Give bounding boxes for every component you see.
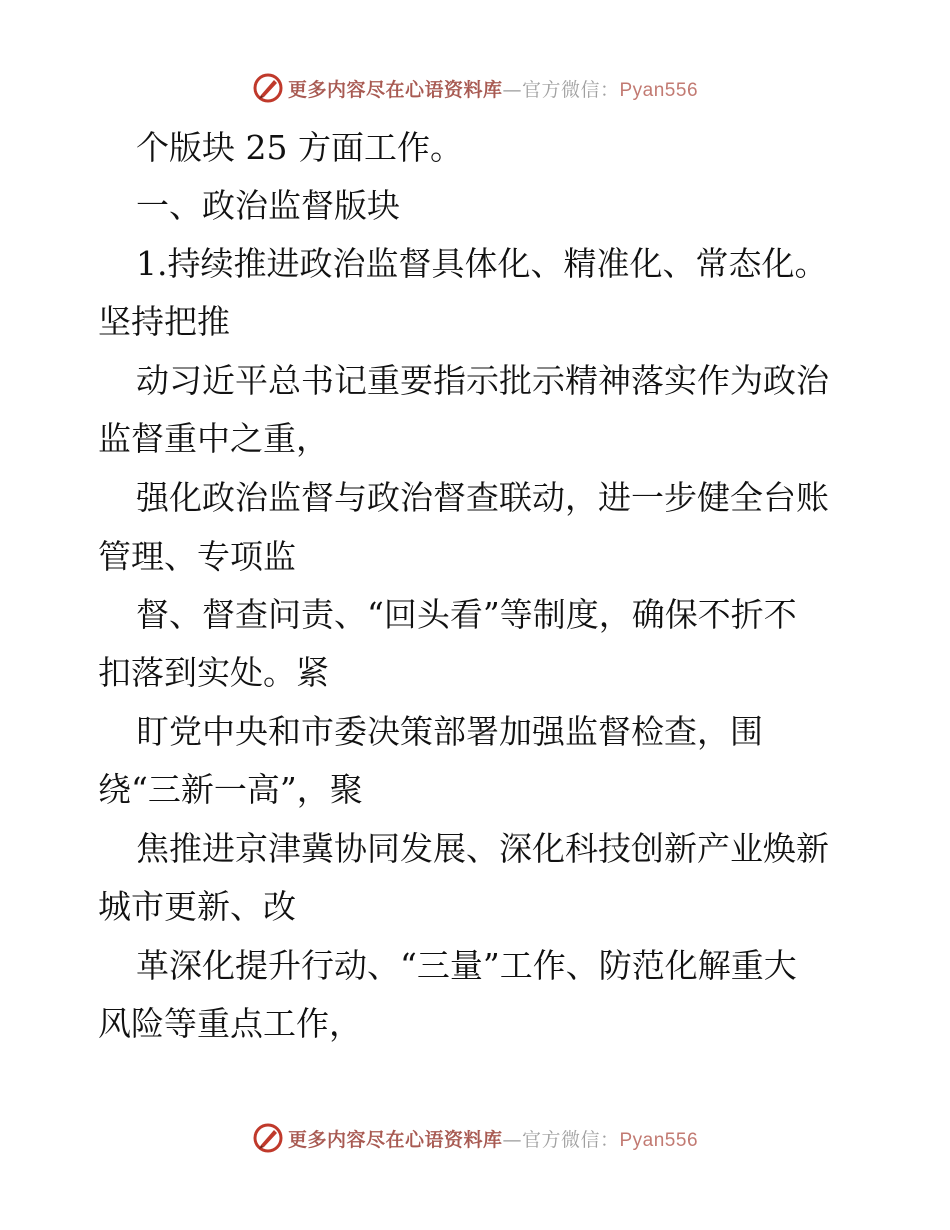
header-banner-wechat-label: 官方微信： bbox=[521, 78, 620, 101]
text-line: 革深化提升行动、“三量”工作、防范化解重大 bbox=[136, 946, 797, 985]
text-line: 坚持把推 bbox=[98, 302, 230, 341]
header-banner-wechat-id: Pyan556 bbox=[619, 79, 699, 101]
text-line: 监督重中之重， bbox=[98, 419, 329, 458]
header-banner-text bbox=[288, 75, 698, 102]
footer-banner bbox=[0, 1118, 950, 1158]
text-line: 管理、专项监 bbox=[98, 537, 296, 576]
text-line: 扣落到实处。紧 bbox=[98, 653, 329, 692]
text-line: 动习近平总书记重要指示批示精神落实作为政治 bbox=[136, 361, 829, 400]
text-line: 督、督查问责、“回头看”等制度，确保不折不 bbox=[136, 595, 797, 634]
section-heading: 一、政治监督版块 bbox=[136, 186, 400, 225]
footer-banner-wechat-label: 官方微信： bbox=[521, 1128, 620, 1151]
text-line: 个版块 25 方面工作。 bbox=[136, 128, 463, 167]
text-line: 焦推进京津冀协同发展、深化科技创新产业焕新 bbox=[136, 829, 829, 868]
footer-banner-wechat-id: Pyan556 bbox=[619, 1129, 699, 1151]
header-banner bbox=[0, 68, 950, 108]
text-line: 1.持续推进政治监督具体化、精准化、常态化。 bbox=[136, 244, 828, 283]
footer-banner-title: 更多内容尽在心语资料库 bbox=[287, 1128, 503, 1151]
footer-banner-text bbox=[288, 1125, 698, 1152]
text-line: 强化政治监督与政治督查联动，进一步健全台账 bbox=[136, 478, 829, 517]
header-banner-title: 更多内容尽在心语资料库 bbox=[287, 78, 503, 101]
logo-pen-icon bbox=[252, 72, 284, 104]
text-line: 风险等重点工作， bbox=[98, 1004, 362, 1043]
text-line: 绕“三新一高”，聚 bbox=[98, 770, 363, 809]
footer-banner-separator: — bbox=[502, 1128, 522, 1151]
logo-pen-icon bbox=[252, 1122, 284, 1154]
header-banner-separator: — bbox=[502, 78, 522, 101]
text-line: 城市更新、改 bbox=[98, 887, 296, 926]
text-line: 盯党中央和市委决策部署加强监督检查，围 bbox=[136, 712, 763, 751]
